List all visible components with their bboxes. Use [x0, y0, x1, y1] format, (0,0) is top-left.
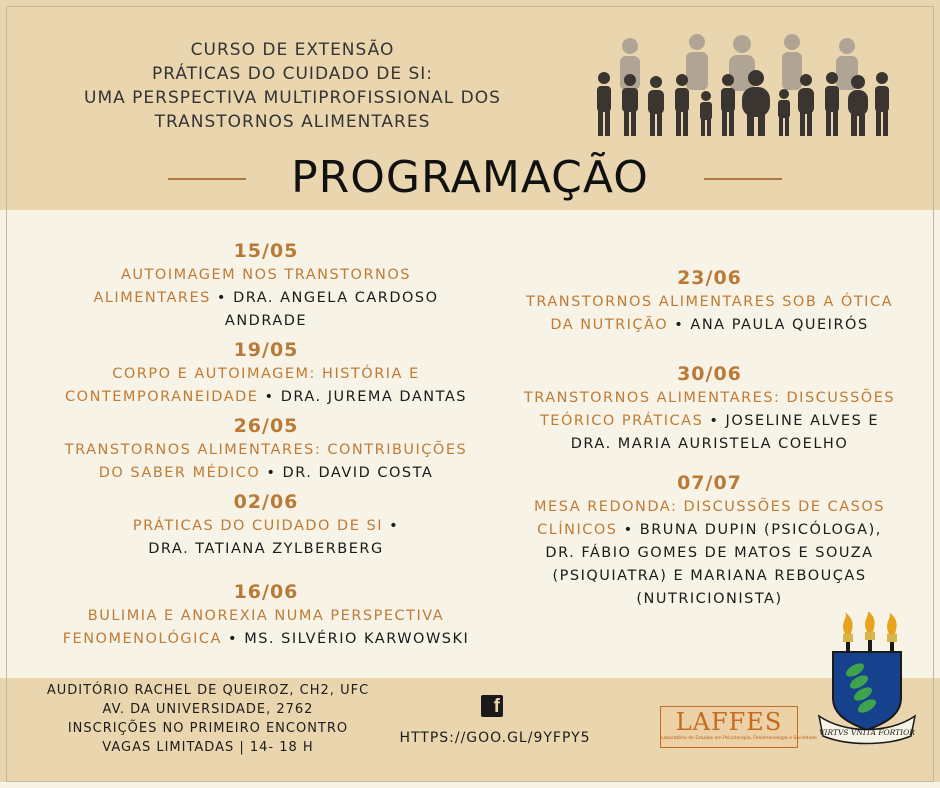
event-date: 30/06	[677, 363, 742, 385]
laffes-wordmark: LAFFES	[675, 708, 783, 736]
event-topic: TRANSTORNOS ALIMENTARES: CONTRIBUIÇÕES	[64, 442, 468, 458]
event-date: 26/05	[233, 415, 299, 437]
event-topic: CLÍNICOS	[537, 522, 618, 538]
programacao-title: PROGRAMAÇÃO	[291, 152, 649, 203]
event-date: 07/07	[677, 472, 742, 494]
event-speaker: •	[382, 518, 400, 534]
event-topic: PRÁTICAS DO CUIDADO DE SI	[132, 518, 383, 534]
border-frame	[6, 6, 934, 782]
event-topic: BULIMIA E ANOREXIA NUMA PERSPECTIVA	[87, 608, 445, 624]
event-topic: DO SABER MÉDICO	[98, 465, 261, 481]
event-speaker: DRA. TATIANA ZYLBERBERG	[148, 541, 384, 557]
event-speaker: (NUTRICIONISTA)	[636, 591, 783, 607]
venue-line: AUDITÓRIO RACHEL DE QUEIROZ, CH2, UFC	[46, 683, 370, 698]
course-line: CURSO DE EXTENSÃO	[190, 40, 395, 60]
event-topic: TEÓRICO PRÁTICAS	[539, 413, 704, 429]
event-date: 19/05	[233, 339, 299, 361]
event-speaker: (PSIQUIATRA) E MARIANA REBOUÇAS	[552, 568, 867, 584]
registration-link[interactable]: HTTPS://GOO.GL/9YFPY5	[399, 730, 591, 746]
venue-line: INSCRIÇÕES NO PRIMEIRO ENCONTRO	[67, 721, 349, 736]
event-topic: FENOMENOLÓGICA	[62, 631, 222, 647]
event-topic: CORPO E AUTOIMAGEM: HISTÓRIA E	[112, 366, 420, 382]
event-topic: CONTEMPORANEIDADE	[65, 389, 259, 405]
event-topic: ALIMENTARES	[93, 290, 211, 306]
event-speaker: DRA. MARIA AURISTELA COELHO	[570, 436, 849, 452]
event-speaker: ANDRADE	[224, 313, 308, 329]
event-date: 15/05	[233, 240, 299, 262]
venue-line: VAGAS LIMITADAS | 14- 18 H	[102, 740, 314, 755]
event-topic: AUTOIMAGEM NOS TRANSTORNOS	[121, 267, 411, 283]
event-date: 02/06	[233, 491, 299, 513]
event-topic: TRANSTORNOS ALIMENTARES SOB A ÓTICA	[525, 294, 894, 310]
facebook-glyph: f	[493, 696, 500, 717]
event-date: 23/06	[677, 267, 742, 289]
venue-line: AV. DA UNIVERSIDADE, 2762	[102, 702, 314, 717]
event-speaker: • DRA. JUREMA DANTAS	[258, 389, 467, 405]
course-line: UMA PERSPECTIVA MULTIPROFISSIONAL DOS	[84, 88, 501, 108]
event-topic: MESA REDONDA: DISCUSSÕES DE CASOS	[534, 499, 885, 515]
course-line: PRÁTICAS DO CUIDADO DE SI:	[151, 64, 434, 84]
event-speaker: • DRA. ANGELA CARDOSO	[210, 290, 439, 306]
event-date: 16/06	[233, 581, 299, 603]
event-speaker: • MS. SILVÉRIO KARWOWSKI	[221, 631, 470, 647]
event-topic: TRANSTORNOS ALIMENTARES: DISCUSSÕES	[523, 390, 896, 406]
event-speaker: • JOSELINE ALVES E	[703, 413, 880, 429]
laffes-subtitle: Laboratório de Estudos em Psicoterapia, Fenomenologia e Sociedade	[661, 736, 817, 741]
event-speaker: DR. FÁBIO GOMES DE MATOS E SOUZA	[545, 545, 874, 561]
event-topic: DA NUTRIÇÃO	[550, 317, 669, 333]
event-speaker: • BRUNA DUPIN (PSICÓLOGA),	[617, 522, 882, 538]
event-speaker: • DR. DAVID COSTA	[260, 465, 434, 481]
event-speaker: • ANA PAULA QUEIRÓS	[668, 317, 869, 333]
crest-motto: VIRTVS VNITA FORTIOR	[819, 728, 915, 737]
course-line: TRANSTORNOS ALIMENTARES	[154, 112, 431, 132]
